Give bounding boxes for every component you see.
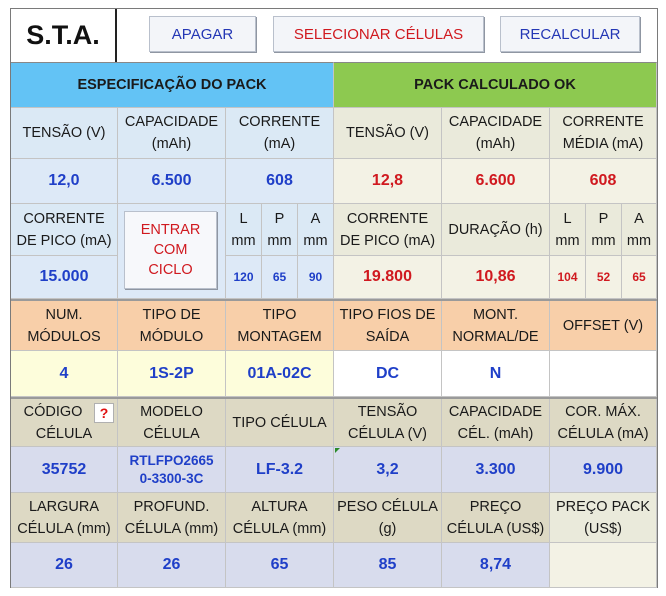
- spec-dim-a-label: A mm: [298, 204, 334, 256]
- comment-marker: [335, 448, 340, 453]
- help-button[interactable]: ?: [94, 403, 114, 423]
- offset-value[interactable]: [550, 351, 657, 397]
- altura-celula-value: 65: [226, 543, 334, 588]
- tensao-celula-value: 3,2: [334, 447, 442, 493]
- preco-celula-value: 8,74: [442, 543, 550, 588]
- cor-max-celula-label: COR. MÁX. CÉLULA (mA): [550, 399, 657, 447]
- codigo-celula-label: CÓDIGO CÉLULA: [11, 399, 118, 447]
- spec-dim-l-label: L mm: [226, 204, 262, 256]
- tipo-modulo-label: TIPO DE MÓDULO: [118, 301, 226, 351]
- mont-normal-value[interactable]: N: [442, 351, 550, 397]
- cor-max-celula-value: 9.900: [550, 447, 657, 493]
- capacidade-celula-label: CAPACIDADE CÉL. (mAh): [442, 399, 550, 447]
- calc-dim-a-label: A mm: [622, 204, 657, 256]
- preco-celula-label: PREÇO CÉLULA (US$): [442, 493, 550, 543]
- capacidade-celula-value: 3.300: [442, 447, 550, 493]
- profund-celula-value: 26: [118, 543, 226, 588]
- spec-capacidade-value[interactable]: 6.500: [118, 159, 226, 204]
- codigo-celula-value[interactable]: 35752: [11, 447, 118, 493]
- peso-celula-label: PESO CÉLULA (g): [334, 493, 442, 543]
- num-modulos-value[interactable]: 4: [11, 351, 118, 397]
- spec-dim-l-value[interactable]: 120: [226, 256, 262, 299]
- app-logo: S.T.A.: [11, 9, 117, 62]
- spec-dim-p-value[interactable]: 65: [262, 256, 298, 299]
- spec-corrente-label: CORRENTE (mA): [226, 108, 334, 159]
- calc-tensao-value: 12,8: [334, 159, 442, 204]
- calc-header: PACK CALCULADO OK: [334, 62, 657, 108]
- preco-pack-value: [550, 543, 657, 588]
- peso-celula-value: 85: [334, 543, 442, 588]
- spec-tensao-label: TENSÃO (V): [11, 108, 118, 159]
- spec-capacidade-label: CAPACIDADE (mAh): [118, 108, 226, 159]
- calc-pico-value: 19.800: [334, 256, 442, 299]
- calc-dim-p-label: P mm: [586, 204, 622, 256]
- calc-corrente-value: 608: [550, 159, 657, 204]
- apagar-button[interactable]: APAGAR: [149, 16, 256, 52]
- calc-corrente-media-label: CORRENTE MÉDIA (mA): [550, 108, 657, 159]
- calc-dim-l-value: 104: [550, 256, 586, 299]
- spec-dim-p-label: P mm: [262, 204, 298, 256]
- calc-duracao-value: 10,86: [442, 256, 550, 299]
- calc-duracao-label: DURAÇÃO (h): [442, 204, 550, 256]
- tipo-montagem-value[interactable]: 01A-02C: [226, 351, 334, 397]
- spec-pico-label: CORRENTE DE PICO (mA): [11, 204, 118, 256]
- spec-corrente-value[interactable]: 608: [226, 159, 334, 204]
- modelo-celula-label: MODELO CÉLULA: [118, 399, 226, 447]
- spec-dim-a-value[interactable]: 90: [298, 256, 334, 299]
- tensao-celula-label: TENSÃO CÉLULA (V): [334, 399, 442, 447]
- num-modulos-label: NUM. MÓDULOS: [11, 301, 118, 351]
- calc-dim-a-value: 65: [622, 256, 657, 299]
- calc-capacidade-label: CAPACIDADE (mAh): [442, 108, 550, 159]
- tipo-montagem-label: TIPO MONTAGEM: [226, 301, 334, 351]
- calc-dim-p-value: 52: [586, 256, 622, 299]
- calc-tensao-label: TENSÃO (V): [334, 108, 442, 159]
- entrar-com-ciclo-button[interactable]: ENTRAR COM CICLO: [124, 211, 217, 289]
- spec-tensao-value[interactable]: 12,0: [11, 159, 118, 204]
- largura-celula-value: 26: [11, 543, 118, 588]
- tipo-modulo-value[interactable]: 1S-2P: [118, 351, 226, 397]
- calc-pico-label: CORRENTE DE PICO (mA): [334, 204, 442, 256]
- recalcular-button[interactable]: RECALCULAR: [500, 16, 640, 52]
- modelo-celula-value: RTLFPO2665 0-3300-3C: [118, 447, 226, 493]
- spec-header: ESPECIFICAÇÃO DO PACK: [11, 62, 334, 108]
- tipo-celula-value: LF-3.2: [226, 447, 334, 493]
- spec-pico-value[interactable]: 15.000: [11, 256, 118, 299]
- tipo-celula-label: TIPO CÉLULA: [226, 399, 334, 447]
- tipo-fios-value[interactable]: DC: [334, 351, 442, 397]
- preco-pack-label: PREÇO PACK (US$): [550, 493, 657, 543]
- mont-normal-label: MONT. NORMAL/DE: [442, 301, 550, 351]
- tipo-fios-label: TIPO FIOS DE SAÍDA: [334, 301, 442, 351]
- selecionar-celulas-button[interactable]: SELECIONAR CÉLULAS: [273, 16, 484, 52]
- altura-celula-label: ALTURA CÉLULA (mm): [226, 493, 334, 543]
- profund-celula-label: PROFUND. CÉLULA (mm): [118, 493, 226, 543]
- largura-celula-label: LARGURA CÉLULA (mm): [11, 493, 118, 543]
- calc-dim-l-label: L mm: [550, 204, 586, 256]
- calc-capacidade-value: 6.600: [442, 159, 550, 204]
- offset-label: OFFSET (V): [550, 301, 657, 351]
